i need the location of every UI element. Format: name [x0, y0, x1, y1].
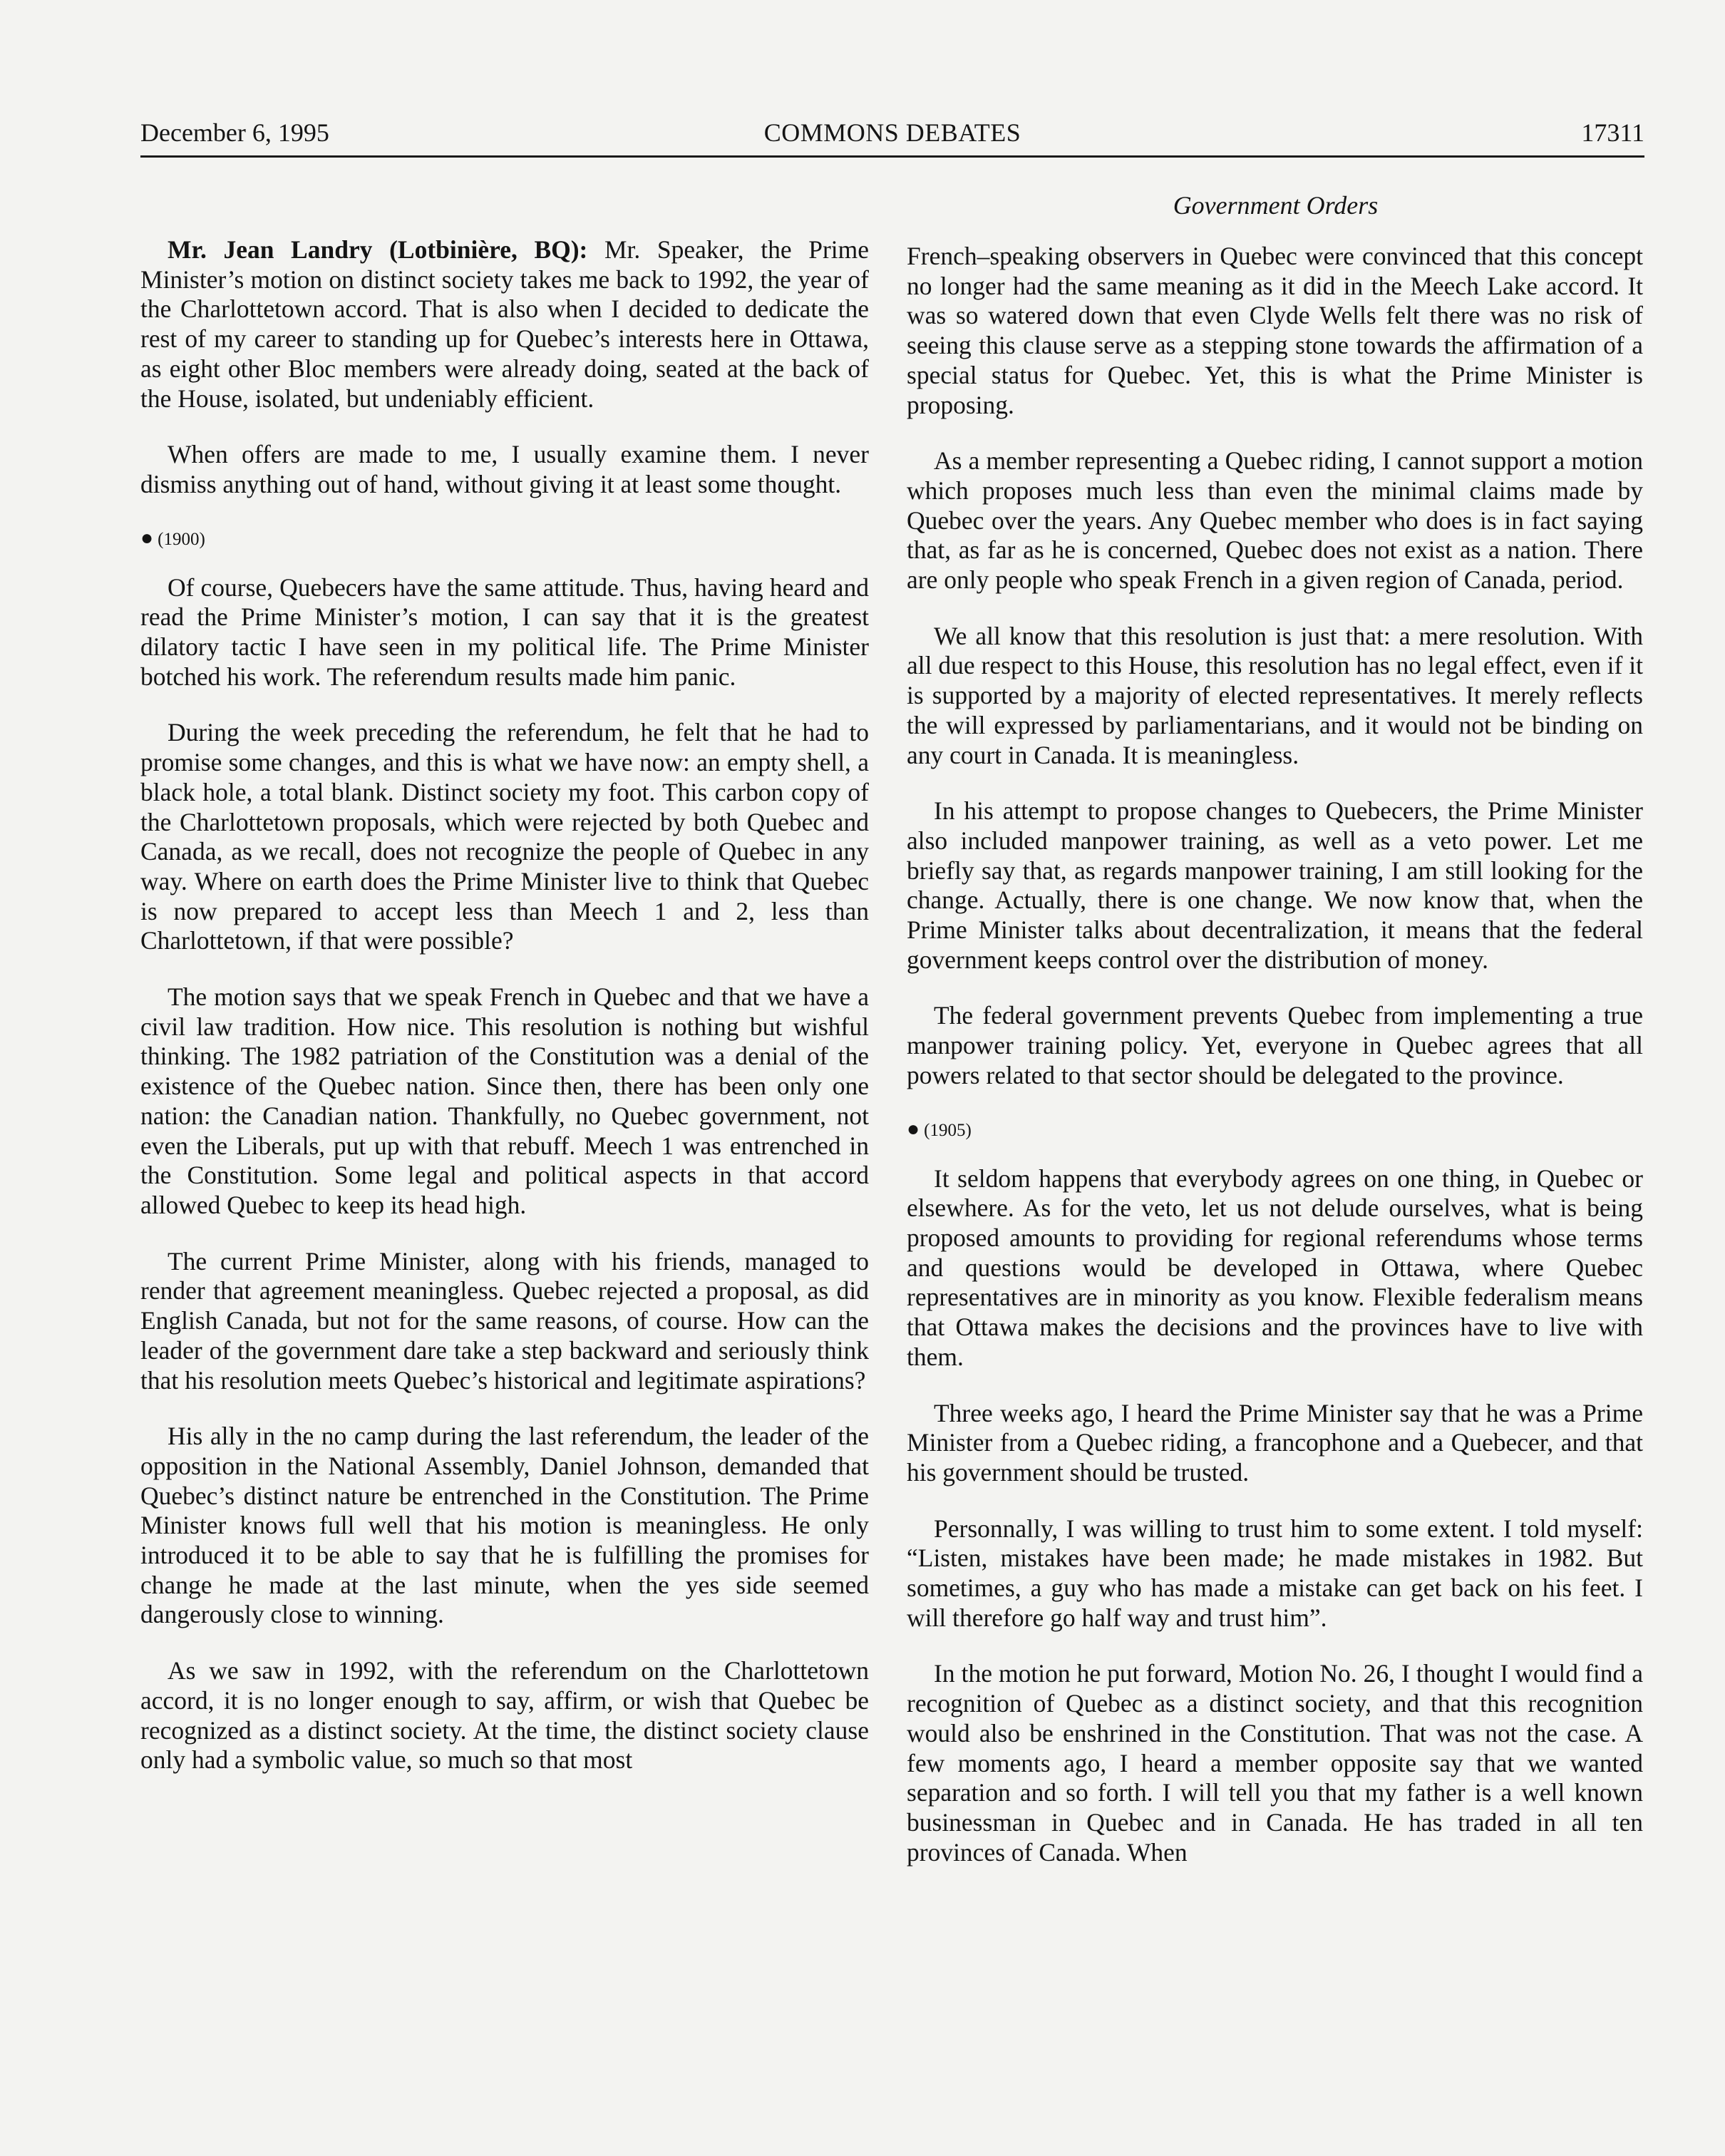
paragraph: Of course, Quebecers have the same attitude. Thus, having heard and read the Prime Minister’s motion, I can say that it is the greatest dilatory tactic I have seen in my political life. The Prime Minister botched his work. The referendum results made him panic.: [140, 573, 869, 691]
header-rule: [140, 155, 1644, 158]
page-header: [140, 114, 1644, 151]
paragraph: It seldom happens that everybody agrees on one thing, in Quebec or elsewhere. As for the veto, let us not delude ourselves, what is being proposed amounts to providing for regional referendums whose terms and questions would be developed in Ottawa, where Quebec representatives are in minority as you know. Flexible federalism means that Ottawa makes the decisions and the provinces have to live with them.: [907, 1164, 1643, 1371]
paragraph: As a member representing a Quebec riding, I cannot support a motion which proposes much less than even the minimal claims made by Quebec over the years. Any Quebec member who does is in fact saying that, as far as he is concerned, Quebec does not exist as a nation. There are only people who speak French in a given region of Canada, period.: [907, 446, 1643, 595]
paragraph: His ally in the no camp during the last referendum, the leader of the opposition in the National Assembly, Daniel Johnson, demanded that Quebec’s distinct nature be entrenched in the Constitution. The Prime Minister knows full well that his motion is meaningless. He only introduced it to be able to say that he is fulfilling the promises for change he made at the last minute, when the yes side seemed dangerously close to winning.: [140, 1422, 869, 1629]
header-publication: COMMONS DEBATES: [763, 118, 1021, 147]
speaker-name: Mr. Jean Landry (Lotbinière, BQ):: [168, 235, 588, 264]
speaker-text: Mr. Speaker, the Prime Minister’s motion on distinct society takes me back to 1992, the year of the Charlottetown accord. That is also when I decided to dedicate the rest of my career to standing up for Quebec’s interests here in Ottawa, as eight other Bloc members were already doing, seated at the back of the House, isolated, but undeniably efficient.: [140, 235, 870, 413]
left-column: [140, 235, 869, 1802]
speaker-paragraph: [140, 235, 869, 414]
paragraph: As we saw in 1992, with the referendum on the Charlottetown accord, it is no longer enough to say, affirm, or wish that Quebec be recognized as a distinct society. At the time, the distinct society clause only had a symbolic value, so much so that most: [140, 1656, 869, 1775]
timestamp-text: (1900): [158, 529, 205, 549]
paragraph: Three weeks ago, I heard the Prime Minister say that he was a Prime Minister from a Quebec riding, a francophone and a Quebecer, and that his government should be trusted.: [907, 1398, 1643, 1487]
header-page-number: 17311: [1581, 118, 1644, 147]
paragraph: During the week preceding the referendum, he felt that he had to promise some changes, and this is what we have now: an empty shell, a black hole, a total blank. Distinct society my foot. This carbon copy of the Charlottetown proposals, which were rejected by both Quebec and Canada, as we recall, does not recognize the people of Quebec in any way. Where on earth does the Prime Minister live to think that Quebec is now prepared to accept less than Meech 1 and 2, less than Charlottetown, if that were possible?: [140, 718, 869, 955]
paragraph: The federal government prevents Quebec from implementing a true manpower training policy. Yet, everyone in Quebec agrees that all powers related to that sector should be delegated to the province.: [907, 1001, 1643, 1089]
paragraph: Personnally, I was willing to trust him to some extent. I told myself: “Listen, mistakes have been made; he made mistakes in 1982. But sometimes, a guy who has made a mistake can get back on his feet. I will therefore go half way and trust him”.: [907, 1514, 1643, 1632]
paragraph: In his attempt to propose changes to Quebecers, the Prime Minister also included manpower training, as well as a veto power. Let me briefly say that, as regards manpower training, I am still looking for the change. Actually, there is one change. We now know that, when the Prime Minister talks about decentralization, it means that the federal government keeps control over the distribution of money.: [907, 796, 1643, 974]
timestamp: [140, 526, 869, 552]
paragraph: The motion says that we speak French in Quebec and that we have a civil law tradition. How nice. This resolution is nothing but wishful thinking. The 1982 patriation of the Constitution was a denial of the existence of the Quebec nation. Since then, there has been only one nation: the Canadian nation. Thankfully, no Quebec government, not even the Liberals, put up with that rebuff. Meech 1 was entrenched in the Constitution. Some legal and political aspects in that accord allowed Quebec to keep its head high.: [140, 982, 869, 1219]
paragraph: French–speaking observers in Quebec were convinced that this concept no longer had the same meaning as it did in the Meech Lake accord. It was so watered down that even Clyde Wells felt there was no risk of seeing this clause serve as a stepping stone towards the affirmation of a special status for Quebec. Yet, this is what the Prime Minister is proposing.: [907, 242, 1643, 419]
bullet-icon: ●: [907, 1116, 920, 1141]
paragraph: In the motion he put forward, Motion No. 26, I thought I would find a recognition of Quebec as a distinct society, and that this recognition would also be enshrined in the Constitution. That was not the case. A few moments ago, I heard a member opposite say that we wanted separation and so forth. I will tell you that my father is a well known businessman in Quebec and in Canada. He has traded in all ten provinces of Canada. When: [907, 1659, 1643, 1867]
timestamp: [907, 1117, 1643, 1143]
paragraph: We all know that this resolution is just that: a mere resolution. With all due respect to this House, this resolution has no legal effect, even if it is supported by a majority of elected representatives. It merely reflects the will expressed by parliamentarians, and it would not be binding on any court in Canada. It is meaningless.: [907, 621, 1643, 769]
paragraph: When offers are made to me, I usually examine them. I never dismiss anything out of hand, without giving it at least some thought.: [140, 440, 869, 498]
paragraph: The current Prime Minister, along with his friends, managed to render that agreement meaningless. Quebec rejected a proposal, as did English Canada, but not for the same reasons, of course. How can the leader of the government dare take a step backward and seriously think that his resolution meets Quebec’s historical and legitimate aspirations?: [140, 1246, 869, 1395]
header-date: December 6, 1995: [140, 118, 329, 147]
bullet-icon: ●: [140, 525, 154, 550]
section-title: Government Orders: [1173, 191, 1379, 220]
right-column: [907, 242, 1643, 1894]
timestamp-text: (1905): [924, 1120, 972, 1140]
